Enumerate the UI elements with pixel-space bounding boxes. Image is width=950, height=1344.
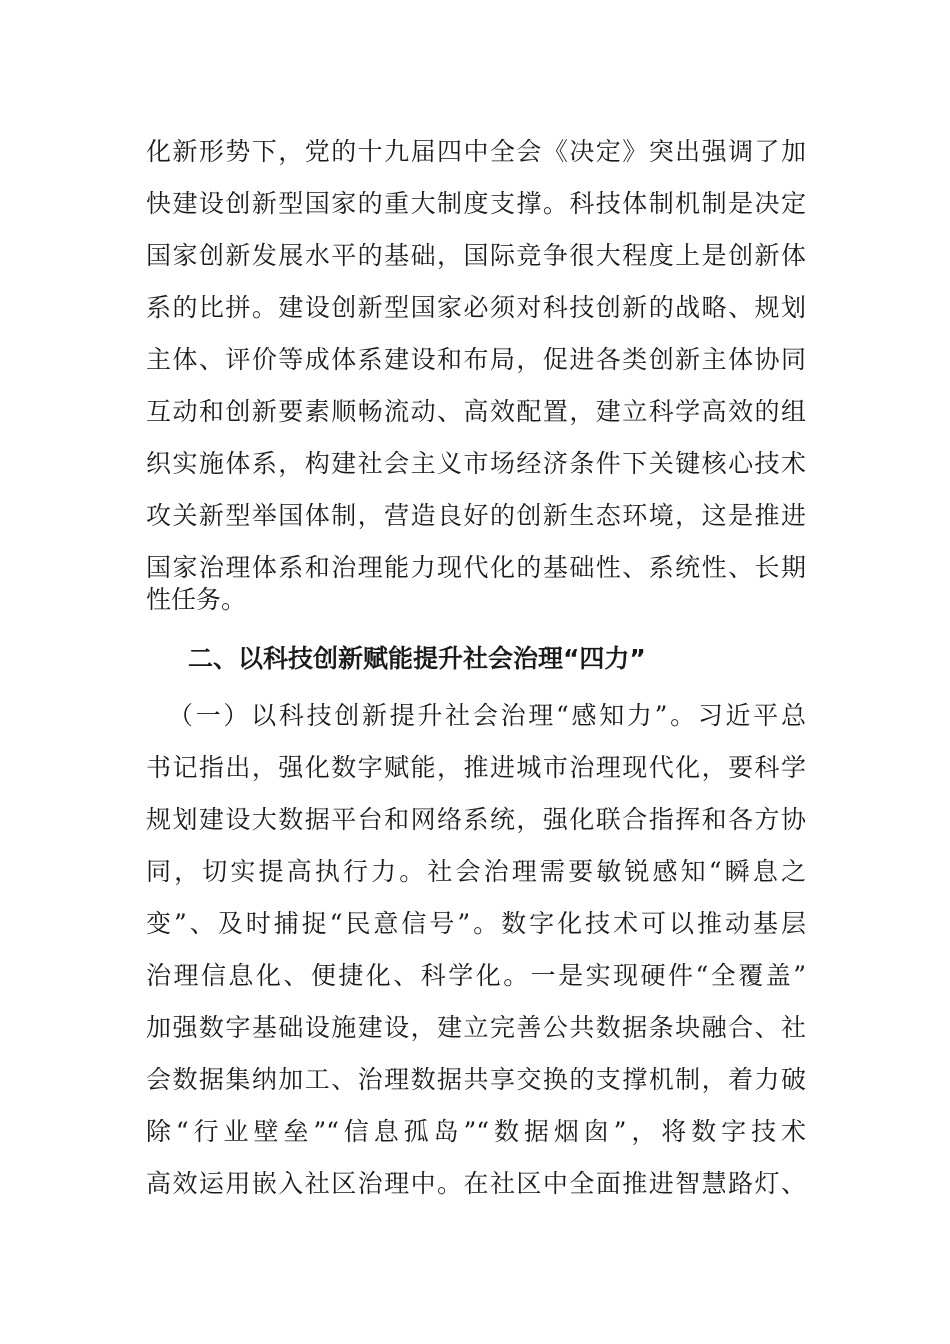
paragraph-2-line-9: 除“行业壁垒”“信息孤岛”“数据烟囱”，将数字技术 [146, 1117, 806, 1146]
paragraph-1-line-6: 互动和创新要素顺畅流动、高效配置，建立科学高效的组 [146, 397, 806, 426]
paragraph-1-line-7: 织实施体系，构建社会主义市场经济条件下关键核心技术 [146, 449, 806, 478]
paragraph-1-line-8: 攻关新型举国体制，营造良好的创新生态环境，这是推进 [146, 501, 806, 530]
paragraph-1-line-10: 性任务。 [146, 585, 247, 614]
paragraph-1-line-2: 快建设创新型国家的重大制度支撑。科技体制机制是决定 [146, 189, 806, 218]
paragraph-2-line-1: （一）以科技创新提升社会治理“感知力”。习近平总 [168, 701, 806, 730]
paragraph-1-line-4: 系的比拼。建设创新型国家必须对科技创新的战略、规划 [146, 293, 806, 322]
paragraph-1-line-9: 国家治理体系和治理能力现代化的基础性、系统性、长期 [146, 553, 806, 582]
paragraph-2-line-8: 会数据集纳加工、治理数据共享交换的支撑机制，着力破 [146, 1065, 806, 1094]
paragraph-2-line-4: 同，切实提高执行力。社会治理需要敏锐感知“瞬息之 [146, 857, 806, 886]
paragraph-1-line-1: 化新形势下，党的十九届四中全会《决定》突出强调了加 [146, 137, 806, 166]
paragraph-2-line-2: 书记指出，强化数字赋能，推进城市治理现代化，要科学 [146, 753, 806, 782]
paragraph-2-line-5: 变”、及时捕捉“民意信号”。数字化技术可以推动基层 [146, 909, 806, 938]
paragraph-2-line-7: 加强数字基础设施建设，建立完善公共数据条块融合、社 [146, 1013, 806, 1042]
paragraph-2-line-6: 治理信息化、便捷化、科学化。一是实现硬件“全覆盖” [146, 961, 806, 990]
section-heading: 二、以科技创新赋能提升社会治理“四力” [188, 644, 646, 673]
paragraph-2-line-10: 高效运用嵌入社区治理中。在社区中全面推进智慧路灯、 [146, 1169, 806, 1198]
paragraph-1-line-3: 国家创新发展水平的基础，国际竞争很大程度上是创新体 [146, 241, 806, 270]
paragraph-1-line-5: 主体、评价等成体系建设和布局，促进各类创新主体协同 [146, 345, 806, 374]
paragraph-2-line-3: 规划建设大数据平台和网络系统，强化联合指挥和各方协 [146, 805, 806, 834]
